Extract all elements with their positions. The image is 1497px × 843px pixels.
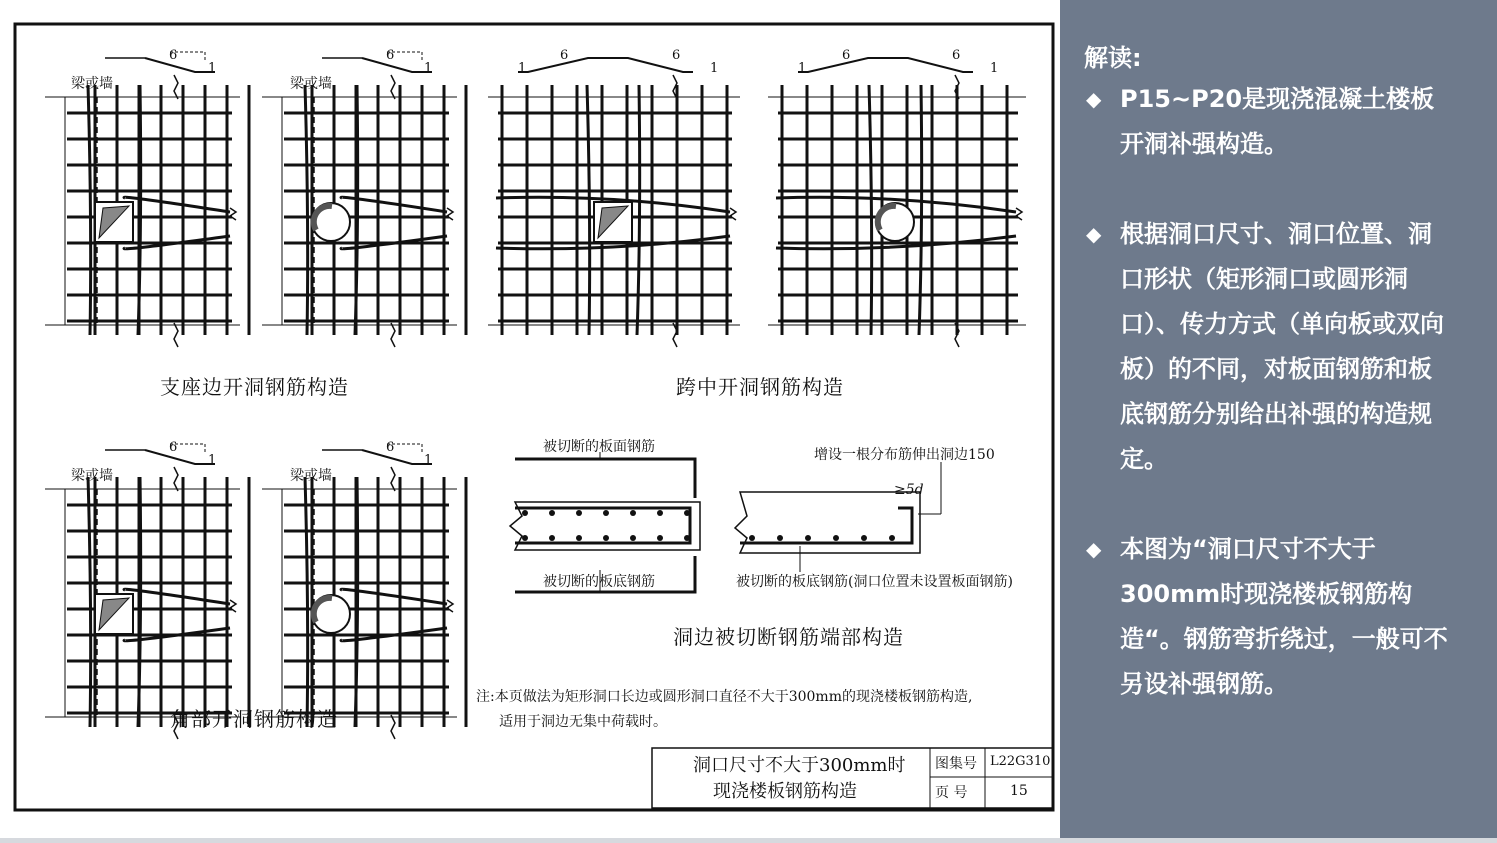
dim-1: 1 <box>424 453 433 468</box>
bullet-item <box>1084 212 1484 482</box>
bent-rebar <box>88 477 91 727</box>
slab-top-line <box>145 58 215 72</box>
bullet-text: P15~P20是现浇混凝土楼板开洞补强构造。 <box>1120 85 1435 158</box>
bullet-item <box>1084 77 1484 167</box>
dim-6: 6 <box>169 440 178 455</box>
dim-6: 6 <box>672 48 681 63</box>
slab-top-line <box>798 58 973 72</box>
slab-top-line <box>518 58 693 72</box>
rebar-dot <box>833 535 839 541</box>
dim-1: 1 <box>710 61 719 76</box>
rebar-dot <box>684 510 690 516</box>
panel-heading: 解读: <box>1084 44 1142 72</box>
label-bottom-cut-note: 被切断的板底钢筋(洞口位置未设置板面钢筋) <box>736 574 1013 590</box>
rebar-dot <box>603 510 609 516</box>
panel-midspan-round <box>768 58 1026 347</box>
break-mark <box>391 715 395 739</box>
rebar-dot <box>522 510 528 516</box>
distribution-bar-dots-left <box>522 510 690 541</box>
rebar-dot <box>777 535 783 541</box>
panel-support-rect <box>45 52 249 347</box>
rebar-dot <box>549 535 555 541</box>
caption-support-edge: 支座边开洞钢筋构造 <box>160 375 349 399</box>
dim-6: 6 <box>386 48 395 63</box>
rebar-dot <box>549 510 555 516</box>
dim-1: 1 <box>990 61 999 76</box>
title-line-2: 现浇楼板钢筋构造 <box>713 781 857 802</box>
beam-or-wall-label: 梁或墙 <box>71 468 113 484</box>
break-mark <box>391 323 395 347</box>
bent-rebar <box>587 85 590 335</box>
dim-1: 1 <box>798 61 807 76</box>
slab-top-line <box>362 58 432 72</box>
bent-rebar <box>637 85 640 335</box>
rebar-dot <box>630 510 636 516</box>
panel-corner-round <box>262 444 466 739</box>
rebar-dot <box>657 535 663 541</box>
caption-corner: 角部开洞钢筋构造 <box>170 707 338 731</box>
dim-6: 6 <box>169 48 178 63</box>
caption-end-detail: 洞边被切断钢筋端部构造 <box>673 625 904 649</box>
bullet-text: 根据洞口尺寸、洞口位置、洞口形状（矩形洞口或圆形洞口）、传力方式（单向板或双向板）的不同，对板面钢筋和板底钢筋分别给出补强的构造规定。 <box>1120 220 1444 473</box>
caption-mid-span: 跨中开洞钢筋构造 <box>676 375 844 399</box>
label-min-length: ≥5d <box>894 482 924 498</box>
atlas-label: 图集号 <box>935 756 977 772</box>
rebar-dot <box>657 510 663 516</box>
break-mark <box>174 75 178 99</box>
page-value: 15 <box>1010 783 1028 799</box>
slab-bar-right <box>740 508 912 543</box>
rebar-dot <box>630 535 636 541</box>
slab-bars-left <box>515 508 690 543</box>
bent-rebar <box>305 85 308 335</box>
interpretation-panel <box>1060 0 1497 843</box>
rebar-dot <box>861 535 867 541</box>
bottom-bar <box>0 838 1497 843</box>
slab-top-line <box>362 450 432 464</box>
rebar-dot <box>576 535 582 541</box>
atlas-value: L22G310 <box>990 754 1051 769</box>
rebar-dot <box>684 535 690 541</box>
bent-rebar <box>869 85 872 335</box>
diamond-bullet-icon: ◆ <box>1086 87 1102 111</box>
note-line-1: 注:本页做法为矩形洞口长边或圆形洞口直径不大于300mm的现浇楼板钢筋构造, <box>476 689 973 705</box>
distribution-bar-dots-right <box>749 535 895 541</box>
beam-or-wall-label: 梁或墙 <box>290 76 332 92</box>
label-top-cut-bar: 被切断的板面钢筋 <box>543 439 655 455</box>
break-mark <box>174 323 178 347</box>
dim-1: 1 <box>424 61 433 76</box>
dim-6: 6 <box>952 48 961 63</box>
dim-1: 1 <box>208 61 217 76</box>
rebar-dot <box>576 510 582 516</box>
bullet-text: 本图为“洞口尺寸不大于300mm时现浇楼板钢筋构造“。钢筋弯折绕过，一般可不另设补强钢筋。 <box>1120 535 1448 698</box>
label-bottom-cut-bar: 被切断的板底钢筋 <box>543 574 655 590</box>
bent-rebar <box>88 85 91 335</box>
dim-1: 1 <box>208 453 217 468</box>
bullet-item <box>1084 527 1484 707</box>
panel-corner-rect <box>45 444 249 739</box>
label-add-bar: 增设一根分布筋伸出洞边150 <box>814 447 995 463</box>
rebar-dot <box>805 535 811 541</box>
rebar-dot <box>522 535 528 541</box>
beam-or-wall-label: 梁或墙 <box>290 468 332 484</box>
note-line-2: 适用于洞边无集中荷载时。 <box>499 714 667 730</box>
panel-support-round <box>262 52 466 347</box>
rebar-dot <box>603 535 609 541</box>
slab-top-line <box>145 450 215 464</box>
diamond-bullet-icon: ◆ <box>1086 537 1102 561</box>
break-mark <box>391 467 395 491</box>
beam-or-wall-label: 梁或墙 <box>71 76 113 92</box>
rebar-dot <box>749 535 755 541</box>
dim-6: 6 <box>386 440 395 455</box>
dim-6: 6 <box>842 48 851 63</box>
dim-1: 1 <box>518 61 527 76</box>
page-label: 页 号 <box>935 785 968 801</box>
break-mark <box>391 75 395 99</box>
break-mark <box>174 467 178 491</box>
panel-midspan-rect <box>488 58 740 347</box>
rebar-dot <box>889 535 895 541</box>
bent-rebar <box>919 85 922 335</box>
bent-rebar <box>305 477 308 727</box>
diamond-bullet-icon: ◆ <box>1086 222 1102 246</box>
title-line-1: 洞口尺寸不大于300mm时 <box>693 755 906 776</box>
top-cut-bar-line <box>515 459 695 498</box>
dim-6: 6 <box>560 48 569 63</box>
